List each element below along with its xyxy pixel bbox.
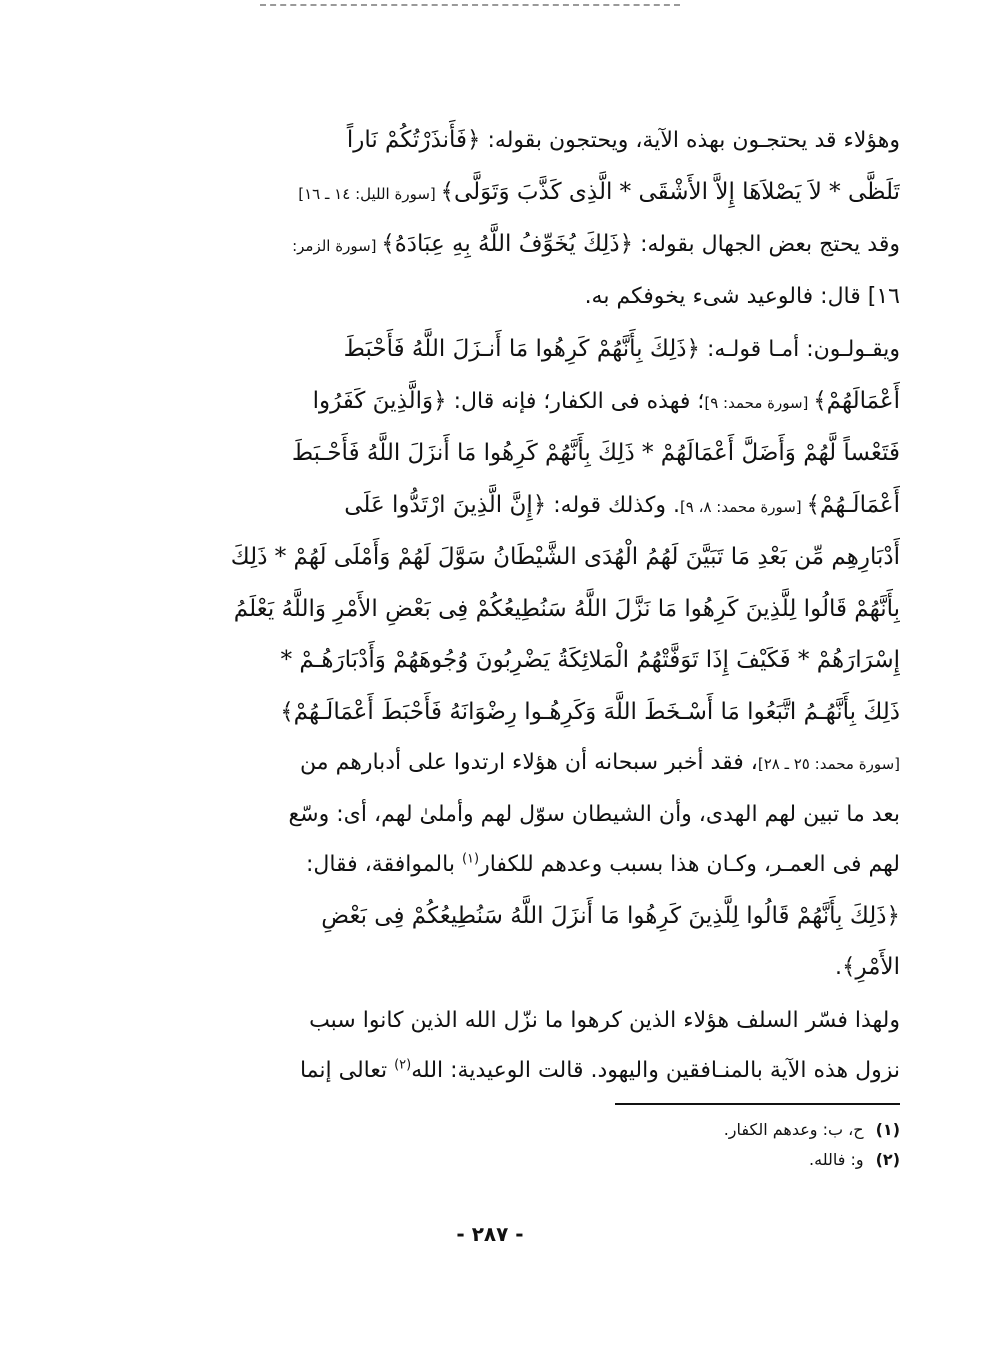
text-line [160,584,900,636]
text-run: ؛ فهذه فى الكفار؛ فإنه قال: [446,388,705,414]
quran-verse: ﴿ذَلِكَ يُخَوِّفُ اللَّهُ بِهِ عِبَادَهُ﴾ [381,231,634,257]
text-run: تعالى إنما [299,1058,395,1083]
text-line [160,891,900,943]
quran-verse: ذَلِكَ بِأَنَّهُـمُ اتَّبَعُوا مَا أَسْـخَطَ اللَّهَ وَكَرِهُـوا رِضْوَانَهُ فَأَحْبَطَ أَعْمَالَـهُمْ﴾ [280,698,900,725]
text-run: لهم فى العمـر، وكـان هذا بسبب وعدهم للكفار [479,852,900,877]
text-run: ، فقد أخبر سبحانه أن هؤلاء ارتدوا على أدبارهم من [300,750,758,775]
text-line [160,840,900,891]
quran-verse: فَتَعْساً لَّهُمْ وَأَضَلَّ أَعْمَالَهُمْ * ذَلِكَ بِأَنَّهُمْ كَرِهُوا مَا أَنزَلَ اللَّهُ فَأَحْـبَطَ [291,440,900,466]
text-line [160,738,900,790]
text-line [160,324,900,376]
text-line [160,1046,900,1097]
quran-verse: أَعْمَالَهُمْ﴾ [813,387,900,414]
quran-verse: بِأَنَّهُمْ قَالُوا لِلَّذِينَ كَرِهُوا مَا نَزَّلَ اللَّهُ سَنُطِيعُكُمْ فِى بَعْضِ الأَمْرِ وَاللَّهُ يَعْلَمُ [233,595,900,622]
paragraph-3 [160,996,900,1097]
surah-reference: [سورة محمد: ٢٥ ـ ٢٨] [757,755,900,773]
text-line [160,219,900,272]
text-run: وهؤلاء قد يحتجـون بهذه الآية، ويحتجون بقوله: [480,128,900,153]
footnote-separator [615,1103,900,1105]
quran-verse: تَلَظَّى * لاَ يَصْلاَهَا إِلاَّ الأَشْقَى * الَّذِى كَذَّبَ وَتَوَلَّى﴾ [440,178,900,205]
text-run: . [835,955,842,980]
footnotes [520,1115,900,1175]
page-number: - ٢٨٧ - [456,1222,524,1246]
paragraph-1 [160,115,900,322]
footnote-reference[interactable]: (١) [461,851,480,867]
quran-verse: ﴿وَالَّذِينَ كَفَرُوا [312,387,447,414]
surah-reference: [سورة محمد: ٨، ٩] [679,497,807,516]
text-run: وقد يحتج بعض الجهال بقوله: [633,232,900,257]
footnote [520,1115,900,1145]
text-line [160,480,900,533]
quran-verse: ﴿إِنَّ الَّذِينَ ارْتَدُّوا عَلَى [344,491,547,518]
paragraph-2 [160,324,900,994]
text-line [160,790,900,841]
quran-verse: ﴿فَأَنذَرْتُكُمْ نَاراً [346,127,481,153]
surah-reference: [سورة محمد: ٩] [704,393,814,412]
footnote-number: (١) [875,1120,900,1139]
text-run: ويقـولـون: أمـا قولـه: [699,337,900,362]
text-run: نزول هذه الآية بالمنـافقين واليهود. قالت الوعيدية: الله [411,1058,900,1083]
text-run: . وكذلك قوله: [546,492,680,518]
text-line [160,272,900,323]
text-run: بالموافقة، فقال: [305,852,462,877]
text-run: ولهذا فسّر السلف هؤلاء الذين كرهوا ما نزّل الله الذين كانوا سبب [309,1007,900,1033]
text-line [160,687,900,739]
text-run: ١٦] قال: فالوعيد شىء يخوفكم به. [584,283,900,309]
text-line [160,115,900,167]
text-line [160,428,900,480]
text-line [160,635,900,687]
text-line [160,942,900,994]
text-line [160,996,900,1047]
quran-verse: الأَمْرِ﴾ [842,954,900,980]
top-scan-rule [260,4,680,6]
text-line [160,376,900,429]
quran-verse: أَعْمَالَـهُمْ﴾ [806,491,900,518]
quran-verse: أَدْبَارِهِم مِّن بَعْدِ مَا تَبَيَّنَ لَهُمُ الْهُدَى الشَّيْطَانُ سَوَّلَ لَهُمْ وَأَمْلَى لَهُمْ * ذَلِكَ [230,544,900,570]
footnote-text: ح، ب: وعدهم الكفار. [723,1120,864,1139]
quran-verse: ﴿ذَلِكَ بِأَنَّهُمْ قَالُوا لِلَّذِينَ كَرِهُوا مَا أَنزَلَ اللَّهُ سَنُطِيعُكُمْ فِى بَعْضِ [321,902,900,929]
text-run: بعد ما تبين لهم الهدى، وأن الشيطان سوّل لهم وأملىٰ لهم، أى: وسّع [288,801,900,827]
surah-reference: [سورة الزمر: [292,237,382,255]
quran-verse: إِسْرَارَهُمْ * فَكَيْفَ إِذَا تَوَفَّتْهُمُ الْمَلائِكَةُ يَضْرِبُونَ وُجُوهَهُمْ وَأَدْبَارَهُـمْ * [280,647,900,673]
page-body [160,115,900,1097]
quran-verse: ﴿ذَلِكَ بِأَنَّهُمْ كَرِهُوا مَا أَنـزَلَ اللَّهُ فَأَحْبَطَ [343,336,700,362]
text-line [160,532,900,584]
surah-reference: [سورة الليل: ١٤ ـ ١٦] [298,184,441,203]
footnote-reference[interactable]: (٢) [394,1057,412,1073]
footnote-number: (٢) [875,1150,900,1169]
footnote-text: و: فالله. [809,1150,864,1169]
footnote [520,1145,900,1175]
text-line [160,167,900,220]
